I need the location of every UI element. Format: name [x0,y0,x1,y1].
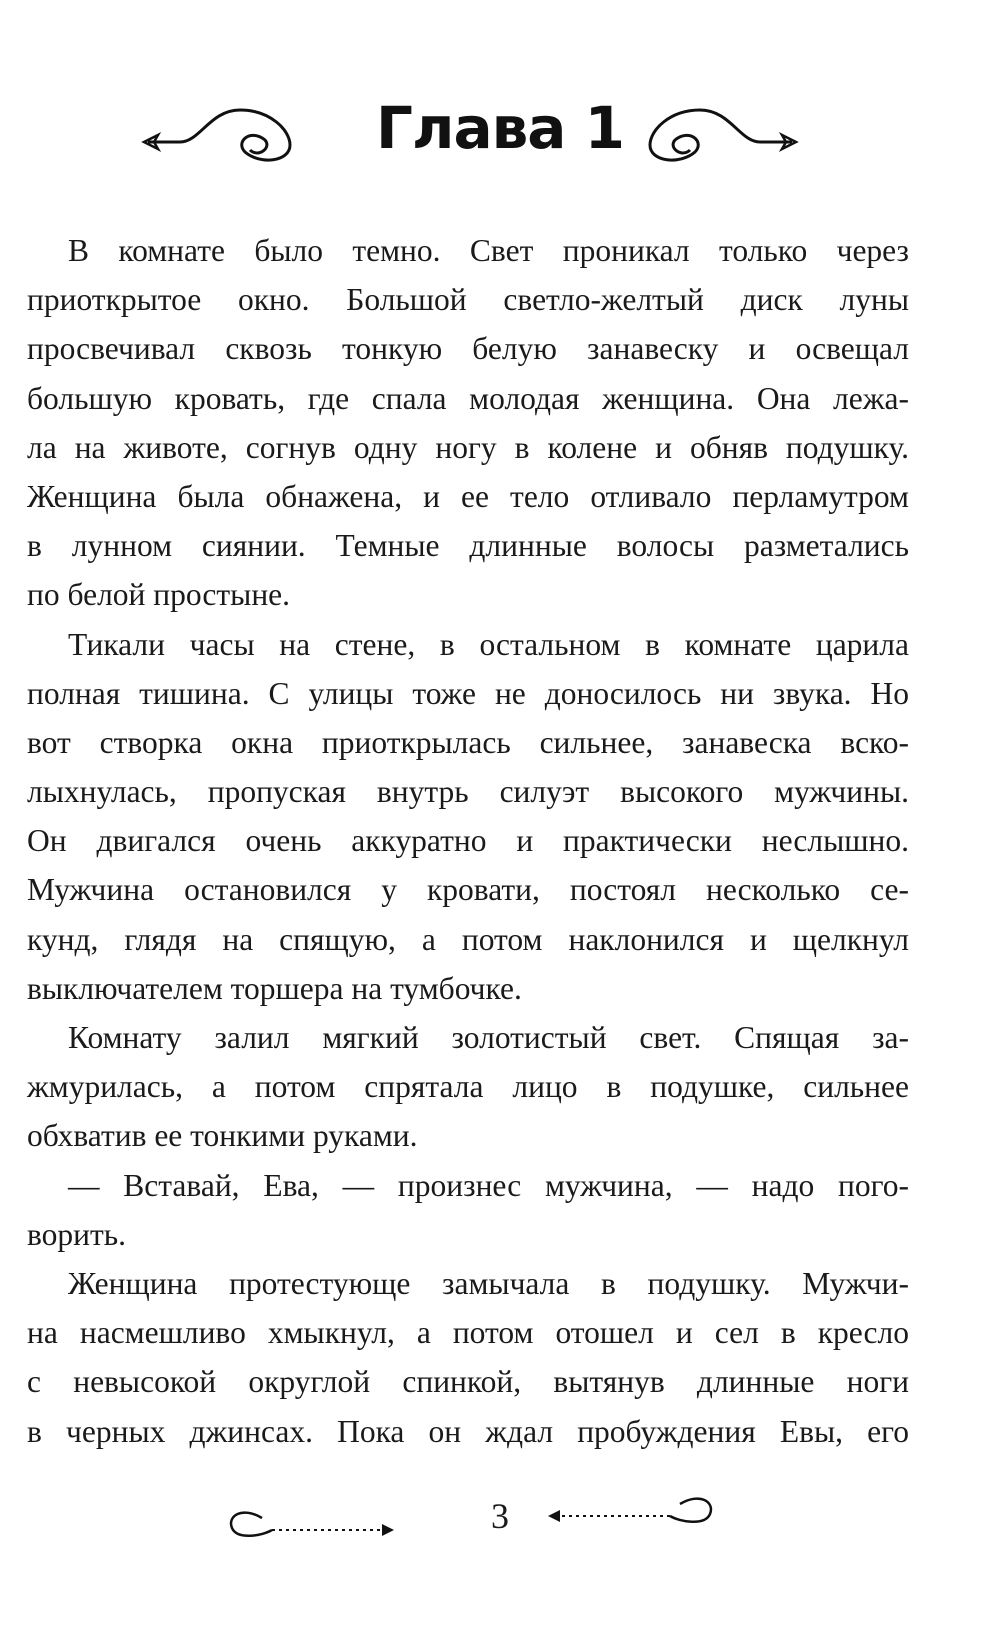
text-line: ворить. [27,1216,127,1252]
text-line: выключателем торшера на тумбочке. [27,970,522,1006]
text-line: по белой простыне. [27,577,291,613]
text-line: Он двигался очень аккуратно и практически неслышно. [27,823,909,859]
text-line: Тикали часы на стене, в остальном в комнате царила [68,626,909,662]
text-line: приоткрытое окно. Большой светло-желтый диск луны [27,282,909,318]
text-line: В комнате было темно. Свет проникал только через [68,233,909,268]
text-line: Женщина была обнажена, и ее тело отливало перламутром [27,478,909,514]
text-line: кунд, глядя на спящую, а потом наклонился и щелкнул [27,921,909,957]
text-line: Комнату залил мягкий золотистый свет. Спящая за- [68,1020,909,1055]
text-line: полная тишина. С улицы тоже не доносилось ни звука. Но [27,675,909,711]
chapter-text [27,226,909,1456]
text-line: — Вставай, Ева, — произнес мужчина, — надо пого- [68,1167,909,1203]
text-line: в лунном сиянии. Темные длинные волосы разметались [27,528,909,564]
text-line: обхватив ее тонкими руками. [27,1118,418,1154]
text-line: лыхнулась, пропуская внутрь силуэт высокого мужчины. [27,774,909,810]
text-line: Женщина протестующе замычала в подушку. Мужчи- [68,1265,909,1301]
text-line: жмурилась, а потом спрятала лицо в подушке, сильнее [27,1069,909,1105]
text-line: с невысокой округлой спинкой, вытянув длинные ноги [27,1364,909,1400]
text-line: ла на животе, согнув одну ногу в колене и обняв подушку. [27,429,909,465]
text-line: большую кровать, где спала молодая женщина. Она лежа- [27,380,909,416]
page-number: 3 [491,1496,509,1536]
text-line: Мужчина остановился у кровати, постоял несколько се- [27,872,909,908]
text-line: в черных джинсах. Пока он ждал пробуждения Евы, его [27,1413,909,1449]
text-line: вот створка окна приоткрылась сильнее, занавеска вско- [27,724,909,760]
text-line: на насмешливо хмыкнул, а потом отошел и сел в кресло [27,1315,909,1351]
text-line: просвечивал сквозь тонкую белую занавеску и освещал [27,331,909,367]
footer-right-ornament [540,1484,720,1534]
chapter-title: Глава 1 [376,94,624,162]
